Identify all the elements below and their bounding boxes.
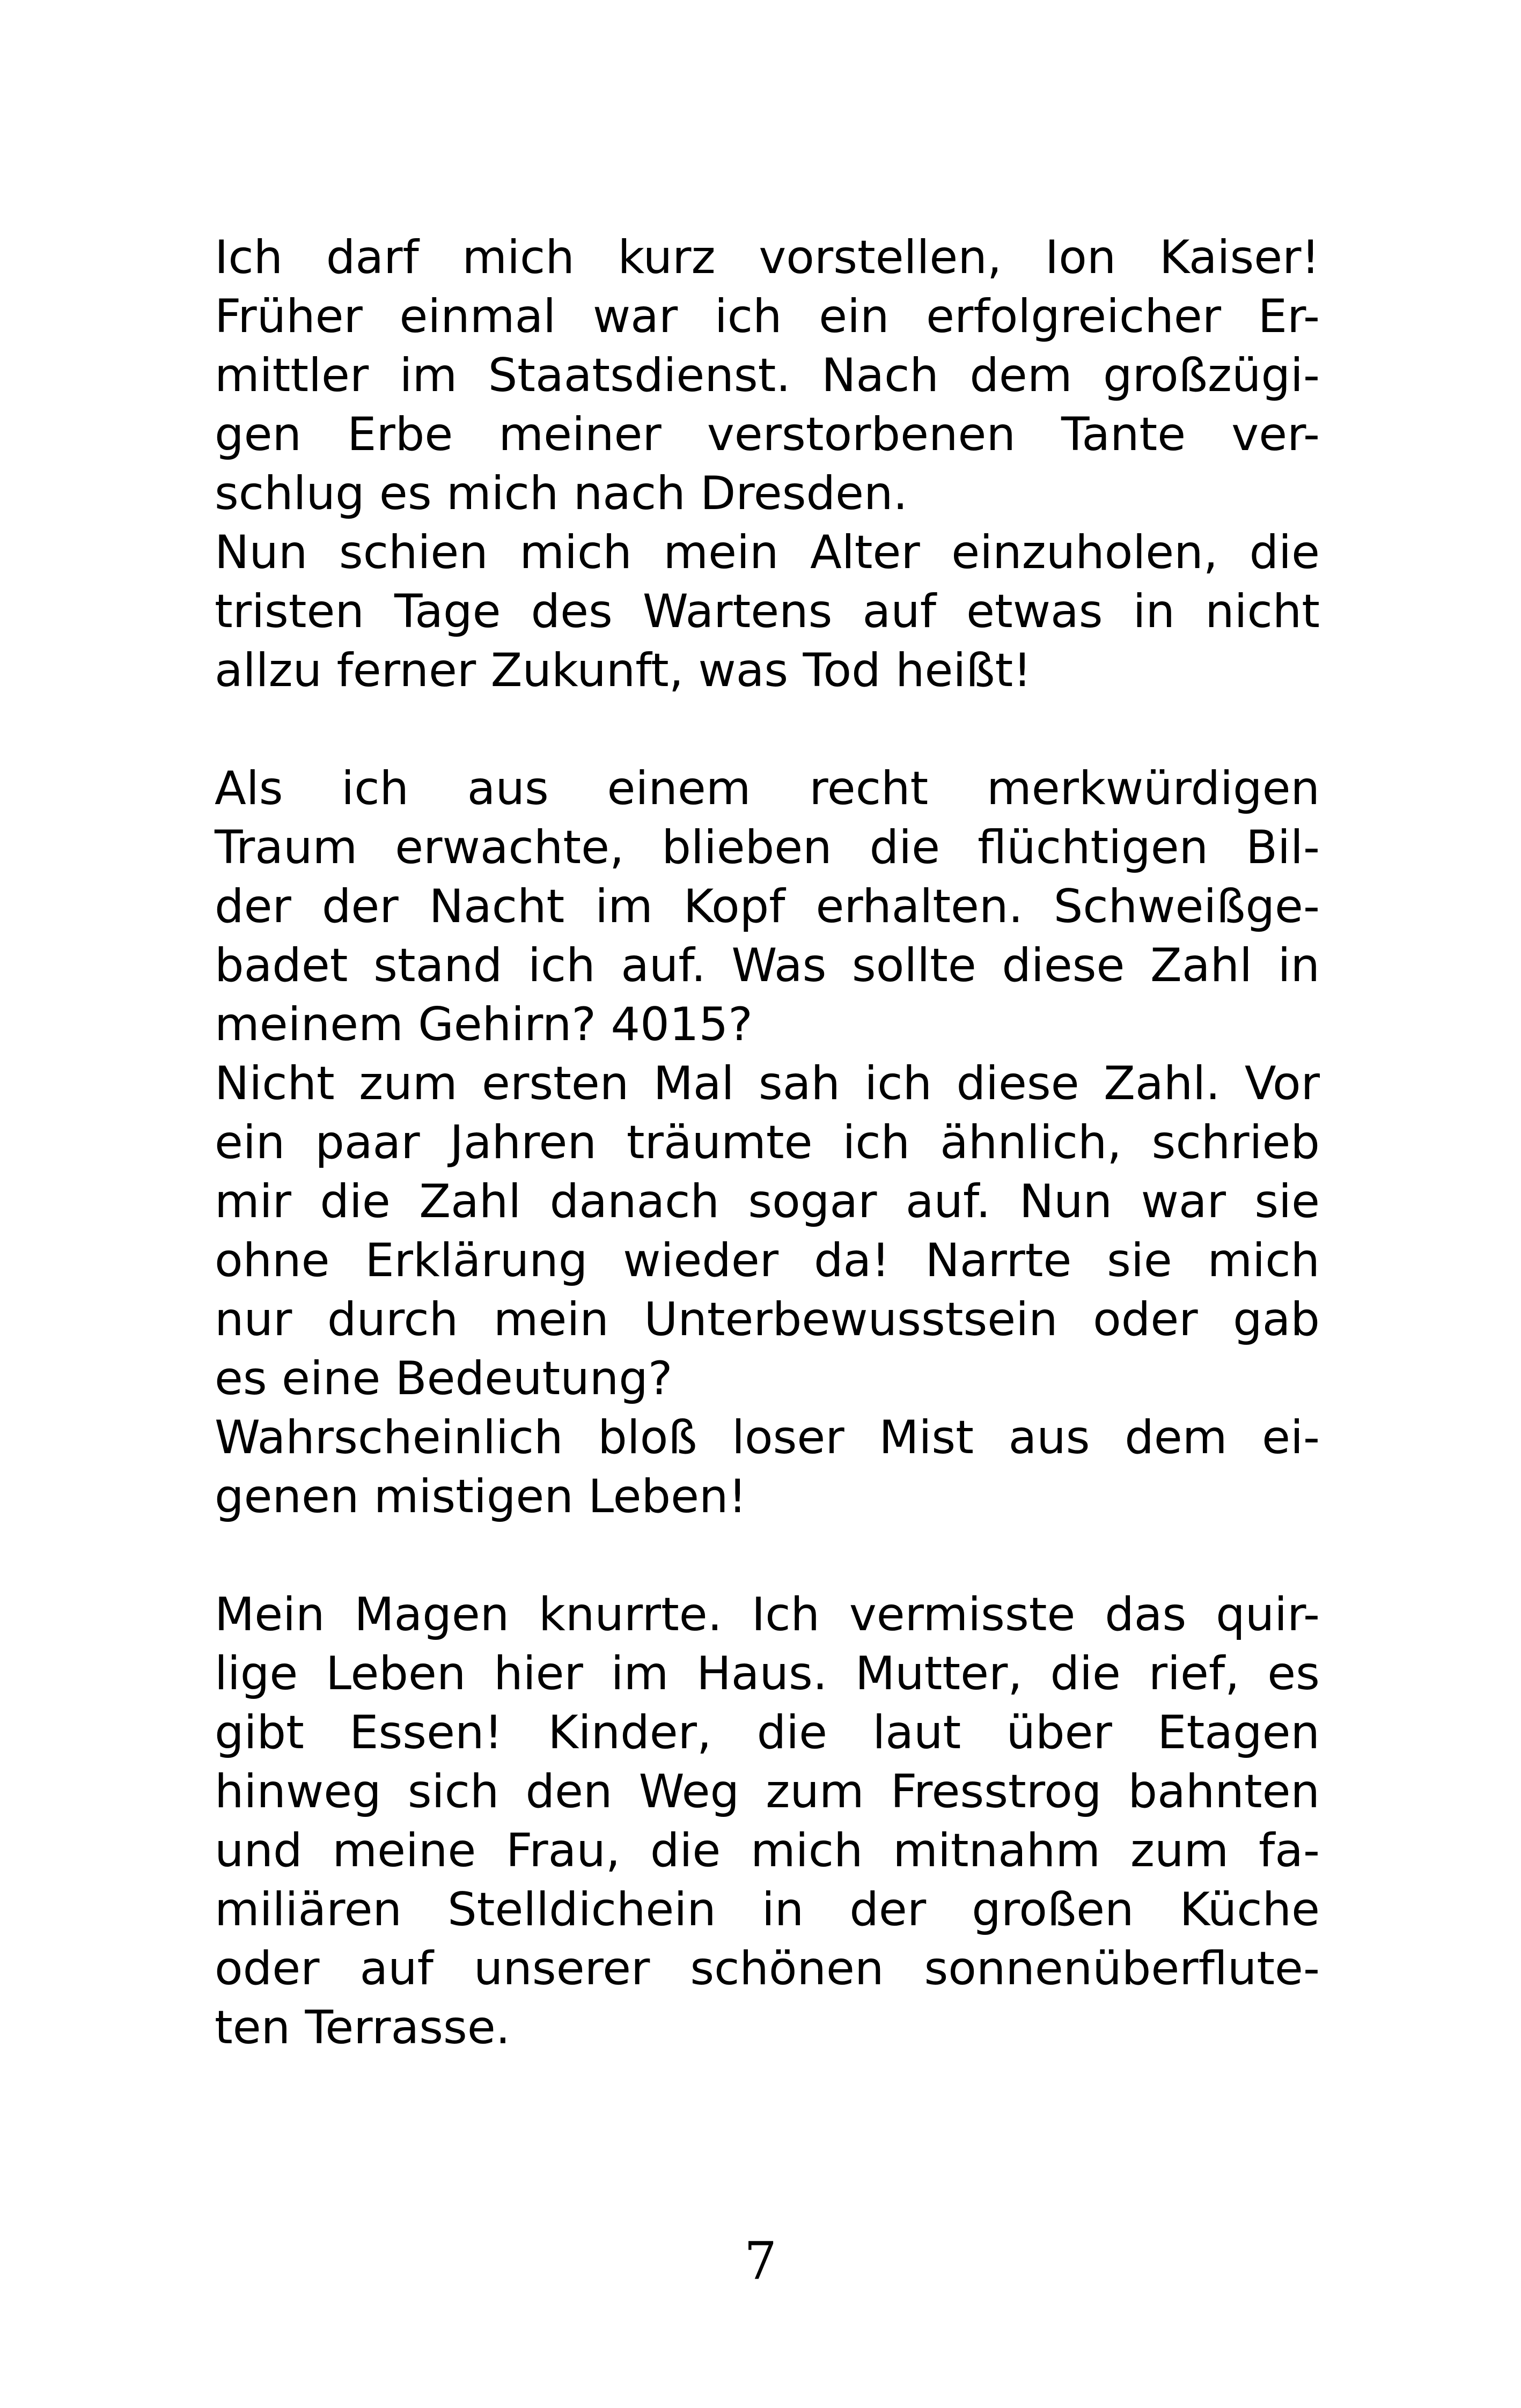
text-line: Ich darf mich kurz vorstellen, Ion Kaiser! [215,231,1320,284]
text-line: lige Leben hier im Haus. Mutter, die rief, es [215,1647,1320,1700]
text-line: genen mistigen Leben! [215,1470,747,1523]
text-line: ein paar Jahren träumte ich ähnlich, schrieb [215,1116,1320,1169]
text-line: Als ich aus einem recht merkwürdigen [215,762,1320,815]
text-line: miliären Stelldichein in der großen Küche [215,1883,1320,1936]
text-line: nur durch mein Unterbewusstsein oder gab [215,1293,1320,1346]
text-line: Wahrscheinlich bloß loser Mist aus dem ei- [215,1411,1320,1464]
text-line: Früher einmal war ich ein erfolgreicher Er- [215,290,1320,343]
paragraph-gap [215,700,1320,759]
text-line: allzu ferner Zukunft, was Tod heißt! [215,644,1032,697]
page-number: 7 [744,2231,777,2291]
text-line: meinem Gehirn? 4015? [215,998,753,1051]
text-line: Traum erwachte, blieben die flüchtigen Bil- [215,821,1320,874]
text-line: und meine Frau, die mich mitnahm zum fa- [215,1824,1320,1877]
text-line: Nun schien mich mein Alter einzuholen, die [215,526,1320,579]
text-line: gen Erbe meiner verstorbenen Tante ver- [215,408,1320,461]
paragraph [215,759,1320,1054]
body-text [215,228,1320,2057]
text-line: ten Terrasse. [215,2001,511,2054]
text-line: mittler im Staatsdienst. Nach dem großzügi- [215,349,1320,402]
paragraph [215,523,1320,700]
text-line: Mein Magen knurrte. Ich vermisste das quir- [215,1588,1320,1641]
paragraph [215,228,1320,523]
paragraph [215,1054,1320,1408]
text-line: badet stand ich auf. Was sollte diese Zahl in [215,939,1320,992]
paragraph [215,1585,1320,2057]
text-line: mir die Zahl danach sogar auf. Nun war sie [215,1175,1320,1228]
text-line: Nicht zum ersten Mal sah ich diese Zahl. Vor [215,1057,1320,1110]
text-line: tristen Tage des Wartens auf etwas in nicht [215,585,1320,638]
text-line: der der Nacht im Kopf erhalten. Schweißge- [215,880,1320,933]
paragraph-gap [215,1526,1320,1585]
text-line: ohne Erklärung wieder da! Narrte sie mich [215,1234,1320,1287]
paragraph [215,1408,1320,1526]
text-line: hinweg sich den Weg zum Fresstrog bahnten [215,1765,1320,1818]
text-line: schlug es mich nach Dresden. [215,467,908,520]
text-line: gibt Essen! Kinder, die laut über Etagen [215,1706,1320,1759]
text-line: es eine Bedeutung? [215,1352,673,1405]
text-line: oder auf unserer schönen sonnenüberflute- [215,1942,1320,1995]
